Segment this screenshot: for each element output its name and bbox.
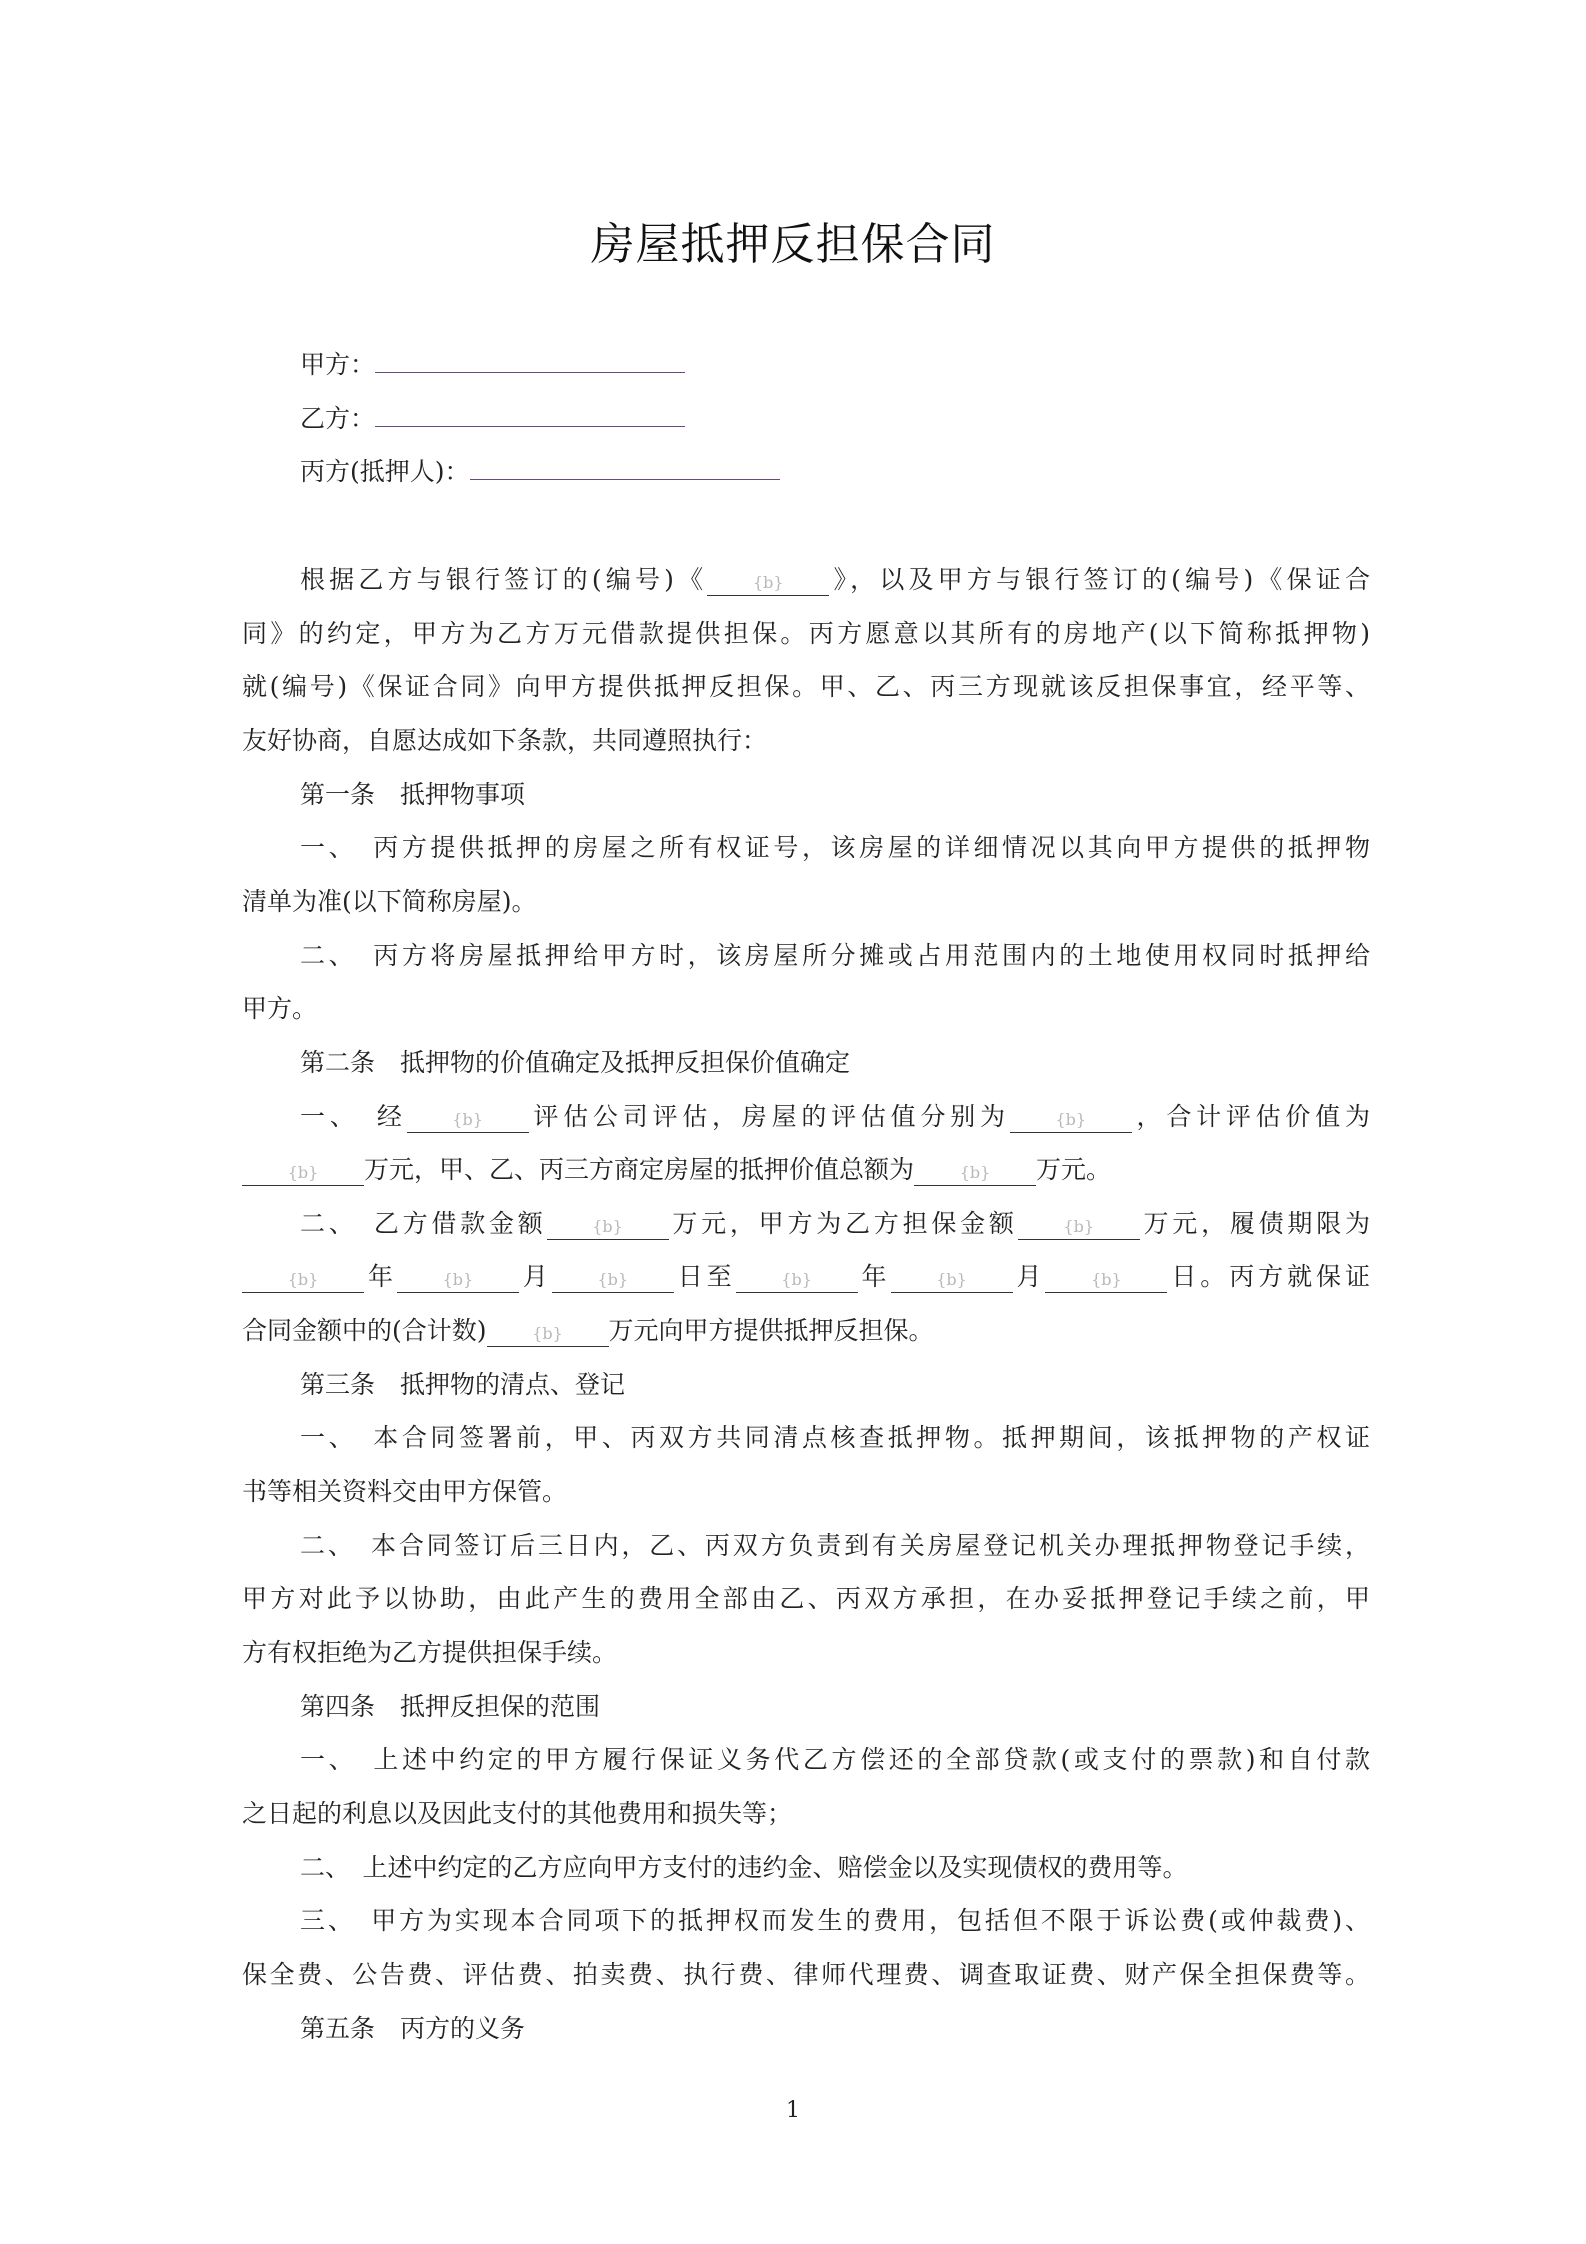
blank-field: {b}: [407, 1108, 529, 1133]
party-b-blank: [375, 402, 685, 427]
paragraph-line: 同》的约定，甲方为乙方万元借款提供担保。丙方愿意以其所有的房地产(以下简称抵押物): [242, 618, 1370, 648]
paragraph-line: {b} 万元，甲、乙、丙三方商定房屋的抵押价值总额为 {b} 万元。: [242, 1155, 1111, 1186]
paragraph-line: 方有权拒绝为乙方提供担保手续。: [242, 1638, 618, 1667]
party-a-label: 甲方：: [300, 350, 376, 379]
document-title: 房屋抵押反担保合同: [590, 219, 996, 270]
blank-field: {b}: [242, 1268, 364, 1293]
blank-field: {b}: [1018, 1215, 1140, 1240]
paragraph-line: 二、 乙方借款金额 {b} 万元，甲方为乙方担保金额 {b} 万元，履债期限为: [300, 1208, 1370, 1238]
paragraph-line: 二、 上述中约定的乙方应向甲方支付的违约金、赔偿金以及实现债权的费用等。: [300, 1852, 1188, 1882]
blank-field: {b}: [397, 1268, 519, 1293]
paragraph-line: 合同金额中的(合计数) {b} 万元向甲方提供抵押反担保。: [242, 1316, 934, 1346]
paragraph-line: 友好协商，自愿达成如下条款，共同遵照执行：: [242, 725, 768, 755]
blank-field: {b}: [736, 1268, 858, 1293]
paragraph-line: 一、 经 {b} 评估公司评估，房屋的评估值分别为 {b} ，合计评估价值为: [300, 1101, 1370, 1131]
party-c-blank: [470, 455, 780, 480]
party-b-label: 乙方：: [300, 404, 376, 433]
paragraph-line: 三、 甲方为实现本合同项下的抵押权而发生的费用，包括但不限于诉讼费(或仲裁费)、: [300, 1906, 1370, 1936]
paragraph-line: 保全费、公告费、评估费、拍卖费、执行费、律师代理费、调查取证费、财产保全担保费等。: [242, 1959, 1370, 1989]
article-heading: 第三条 抵押物的清点、登记: [300, 1369, 626, 1399]
blank-field: {b}: [1045, 1268, 1167, 1293]
paragraph-line: 一、 上述中约定的甲方履行保证义务代乙方偿还的全部贷款(或支付的票款)和自付款: [300, 1745, 1370, 1775]
paragraph-line: 二、 丙方将房屋抵押给甲方时，该房屋所分摊或占用范围内的土地使用权同时抵押给: [300, 940, 1370, 970]
party-b-line: [300, 402, 685, 434]
blank-field: {b}: [552, 1268, 674, 1293]
article-heading: 第五条 丙方的义务: [300, 2013, 526, 2043]
paragraph-line: 一、 丙方提供抵押的房屋之所有权证号，该房屋的详细情况以其向甲方提供的抵押物: [300, 833, 1370, 863]
blank-field: {b}: [914, 1161, 1036, 1186]
paragraph-line: {b} 年 {b} 月 {b} 日至 {b} 年 {b} 月 {b} 日。丙方就保证: [242, 1262, 1370, 1293]
paragraph-line: 二、 本合同签订后三日内，乙、丙双方负责到有关房屋登记机关办理抵押物登记手续，: [300, 1530, 1370, 1560]
paragraph-line: 一、 本合同签署前，甲、丙双方共同清点核查抵押物。抵押期间，该抵押物的产权证: [300, 1423, 1370, 1453]
paragraph-line: 之日起的利息以及因此支付的其他费用和损失等；: [242, 1798, 793, 1828]
article-heading: 第二条 抵押物的价值确定及抵押反担保价值确定: [300, 1047, 851, 1077]
paragraph-line: 根据乙方与银行签订的(编号)《 {b} 》，以及甲方与银行签订的(编号)《保证合: [300, 565, 1370, 594]
party-a-blank: [375, 348, 685, 373]
page-number: 1: [786, 2098, 800, 2123]
party-c-line: [300, 455, 780, 487]
party-a-line: [300, 348, 685, 380]
blank-field: {b}: [1010, 1108, 1132, 1133]
paragraph-line: 清单为准(以下简称房屋)。: [242, 886, 537, 916]
article-heading: 第四条 抵押反担保的范围: [300, 1691, 601, 1721]
blank-field: {b}: [487, 1322, 609, 1347]
paragraph-line: 书等相关资料交由甲方保管。: [242, 1477, 568, 1507]
paragraph-line: 甲方。: [242, 994, 318, 1024]
blank-field: {b}: [891, 1268, 1013, 1293]
article-heading: 第一条 抵押物事项: [300, 779, 526, 809]
paragraph-line: 甲方对此予以协助，由此产生的费用全部由乙、丙双方承担，在办妥抵押登记手续之前，甲: [242, 1584, 1370, 1614]
paragraph-line: 就(编号)《保证合同》向甲方提供抵押反担保。甲、乙、丙三方现就该反担保事宜，经平等、: [242, 672, 1370, 702]
blank-field: {b}: [242, 1161, 364, 1186]
blank-field: {b}: [547, 1215, 669, 1240]
party-c-label: 丙方(抵押人)：: [300, 457, 470, 486]
blank-field: {b}: [707, 571, 829, 596]
